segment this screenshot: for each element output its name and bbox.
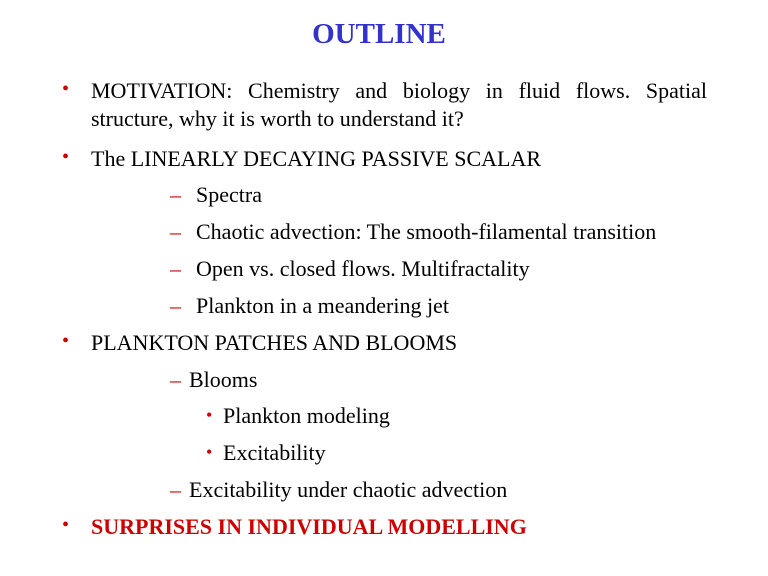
outline-subsubitem-text: Plankton modeling	[223, 403, 390, 428]
bullet-icon: •	[62, 78, 70, 100]
outline-subitem-meandering-jet	[170, 292, 449, 320]
outline-subitem-chaotic-advection	[170, 218, 656, 246]
outline-item-text: PLANKTON PATCHES AND BLOOMS	[91, 330, 458, 355]
bullet-icon: •	[206, 442, 213, 462]
slide-title: OUTLINE	[312, 18, 446, 50]
dash-icon: –	[170, 256, 181, 281]
outline-item-motivation	[62, 77, 707, 133]
outline-subitem-excitability-chaotic	[170, 476, 507, 504]
outline-subsubitem-excitability	[206, 439, 326, 468]
outline-item-plankton-patches	[62, 329, 707, 357]
outline-subitem-blooms	[170, 366, 257, 394]
outline-item-text: The LINEARLY DECAYING PASSIVE SCALAR	[91, 146, 542, 171]
dash-icon: –	[170, 293, 181, 318]
outline-item-text-highlight: SURPRISES IN INDIVIDUAL MODELLING	[91, 514, 527, 539]
outline-subsubitem-plankton-modeling	[206, 402, 390, 431]
outline-subitem-text: Blooms	[189, 367, 258, 392]
outline-subitem-open-closed-flows	[170, 255, 530, 283]
dash-icon: –	[170, 182, 181, 207]
outline-subitem-spectra	[170, 181, 262, 209]
bullet-icon: •	[206, 405, 213, 425]
dash-icon: –	[170, 367, 181, 392]
outline-subitem-text: Spectra	[196, 182, 262, 207]
bullet-icon: •	[62, 330, 70, 352]
dash-icon: –	[170, 477, 181, 502]
bullet-icon: •	[62, 514, 70, 536]
outline-subitem-text: Excitability under chaotic advection	[189, 477, 508, 502]
outline-subitem-text: Plankton in a meandering jet	[196, 293, 449, 318]
outline-subitem-text: Open vs. closed flows. Multifractality	[196, 256, 530, 281]
outline-item-surprises	[62, 513, 707, 541]
outline-subsubitem-text: Excitability	[223, 440, 326, 465]
dash-icon: –	[170, 219, 181, 244]
outline-item-text: MOTIVATION: Chemistry and biology in fluid flows. Spatial structure, why it is worth to understand it?	[91, 78, 707, 131]
outline-item-passive-scalar	[62, 145, 707, 173]
bullet-icon: •	[62, 146, 70, 168]
outline-subitem-text: Chaotic advection: The smooth-filamental transition	[196, 219, 657, 244]
